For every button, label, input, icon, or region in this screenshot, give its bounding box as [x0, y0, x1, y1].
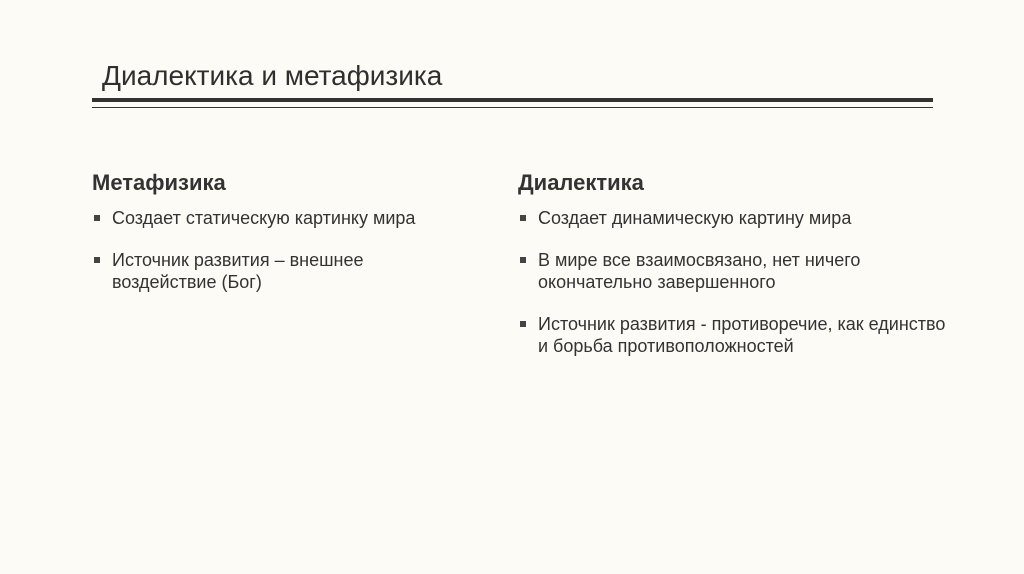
bullet-item: [518, 249, 948, 293]
metaphysics-heading: Метафизика: [92, 170, 226, 195]
square-bullet-icon: [520, 321, 526, 327]
bullet-text: Создает динамическую картину мира: [538, 208, 852, 228]
slide-title: Диалектика и метафизика: [102, 60, 443, 91]
bullet-item: [518, 207, 948, 229]
bullet-item: [518, 313, 948, 357]
bullet-text: Источник развития – внешнее воздействие (Бог): [112, 250, 364, 292]
square-bullet-icon: [520, 257, 526, 263]
bullet-text: Источник развития - противоречие, как единство и борьба противоположностей: [538, 314, 946, 356]
metaphysics-bullet-list: [92, 207, 452, 293]
title-rule-thin: [92, 107, 933, 108]
square-bullet-icon: [520, 215, 526, 221]
bullet-text: В мире все взаимосвязано, нет ничего окончательно завершенного: [538, 250, 861, 292]
dialectics-heading: Диалектика: [518, 170, 644, 195]
bullet-item: [92, 207, 452, 229]
square-bullet-icon: [94, 257, 100, 263]
metaphysics-column: [92, 168, 452, 313]
title-rule-thick: [92, 98, 933, 102]
dialectics-bullet-list: [518, 207, 948, 357]
bullet-text: Создает статическую картинку мира: [112, 208, 416, 228]
dialectics-column: [518, 168, 948, 377]
square-bullet-icon: [94, 215, 100, 221]
bullet-item: [92, 249, 452, 293]
